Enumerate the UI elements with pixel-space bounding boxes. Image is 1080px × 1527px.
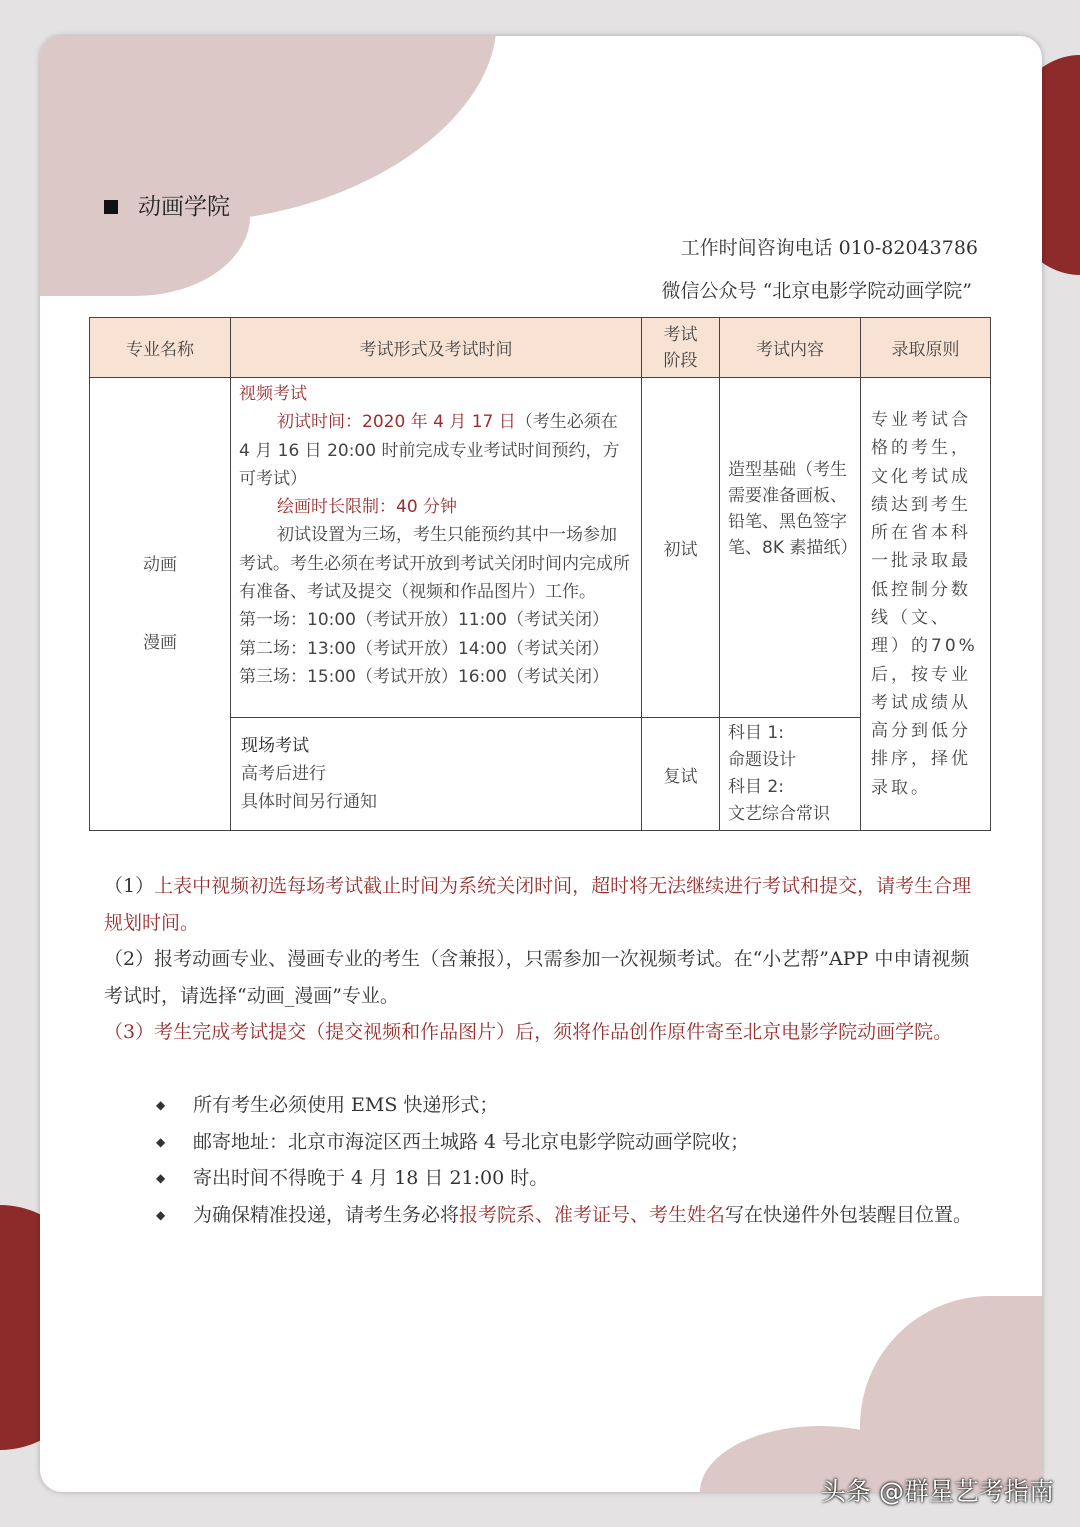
watermark: 头条 @群星艺考指南	[821, 1477, 1054, 1506]
subject-name: 命题设计	[728, 750, 796, 770]
major-comics: 漫画	[143, 633, 177, 653]
stage-second: 复试	[642, 718, 720, 831]
content-second	[720, 718, 861, 831]
onsite-line: 高考后进行	[241, 763, 326, 784]
major-cell	[90, 378, 231, 831]
session: 第三场：15:00（考试开放）16:00（考试关闭）	[239, 666, 609, 687]
note-1: （1）上表中视频初选每场考试截止时间为系统关闭时间，超时将无法继续进行考试和提交，请考生合理规划时间。	[104, 875, 972, 934]
header-major: 专业名称	[90, 318, 231, 378]
onsite-exam-cell	[231, 718, 642, 831]
major-animation: 动画	[143, 555, 177, 575]
header-format: 考试形式及考试时间	[231, 318, 642, 378]
contact-wechat: 微信公众号 “北京电影学院动画学院”	[661, 280, 972, 302]
subject-label: 科目 2:	[728, 777, 784, 797]
content-first: 造型基础（考生需要准备画板、铅笔、黑色签字笔、8K 素描纸）	[720, 378, 861, 718]
bullet-item: ◆ 邮寄地址：北京市海淀区西土城路 4 号北京电影学院动画学院收；	[156, 1124, 986, 1161]
video-exam-cell	[231, 378, 642, 718]
document-page	[40, 36, 1042, 1492]
contact-phone: 工作时间咨询电话 010-82043786	[680, 237, 978, 259]
exam-table	[89, 317, 991, 831]
note-2: （2）报考动画专业、漫画专业的考生（含兼报），只需参加一次视频考试。在“小艺帮”APP 中申请视频考试时，请选择“动画_漫画”专业。	[104, 948, 970, 1007]
time-limit: 绘画时长限制：40 分钟	[277, 497, 458, 518]
note-3: （3）考生完成考试提交（提交视频和作品图片）后，须将作品创作原件寄至北京电影学院动画学院。	[104, 1021, 953, 1043]
table-header-row	[90, 318, 991, 378]
video-desc: 初试设置为三场，考生只能预约其中一场参加考试。考生必须在考试开放到考试关闭时间内完成所有准备、考试及提交（视频和作品图片）工作。	[239, 525, 630, 603]
header-admission: 录取原则	[861, 318, 991, 378]
section-title: 动画学院	[104, 188, 230, 221]
onsite-line: 具体时间另行通知	[241, 792, 377, 813]
bullet-item: ◆ 为确保精准投递，请考生务必将报考院系、准考证号、考生姓名写在快递件外包装醒目位置。	[156, 1197, 986, 1234]
first-time: 初试时间：2020 年 4 月 17 日（考生必须在 4 月 16 日 20:00 时前完成专业考试时间预约，方可考试）	[239, 412, 620, 489]
admission-cell: 专业考试合格的考生，文化考试成绩达到考生所在省本科一批录取最低控制分数线（文、理）的70%后，按专业考试成绩从高分到低分排序，择优录取。	[861, 378, 991, 831]
session: 第一场：10:00（考试开放）11:00（考试关闭）	[239, 610, 609, 631]
header-stage: 考试阶段	[642, 318, 720, 378]
stage-first: 初试	[642, 378, 720, 718]
bullet-item: ◆ 寄出时间不得晚于 4 月 18 日 21:00 时。	[156, 1160, 986, 1197]
subject-name: 文艺综合常识	[728, 804, 830, 824]
onsite-title: 现场考试	[241, 735, 309, 756]
session: 第二场：13:00（考试开放）14:00（考试关闭）	[239, 638, 609, 659]
header-content: 考试内容	[720, 318, 861, 378]
table-row	[90, 378, 991, 718]
square-bullet-icon	[104, 200, 118, 214]
bullet-list	[156, 1087, 986, 1233]
notes	[104, 868, 984, 1051]
subject-label: 科目 1:	[728, 723, 784, 743]
video-exam-title: 视频考试	[239, 384, 307, 404]
bullet-item: ◆ 所有考生必须使用 EMS 快递形式；	[156, 1087, 986, 1124]
